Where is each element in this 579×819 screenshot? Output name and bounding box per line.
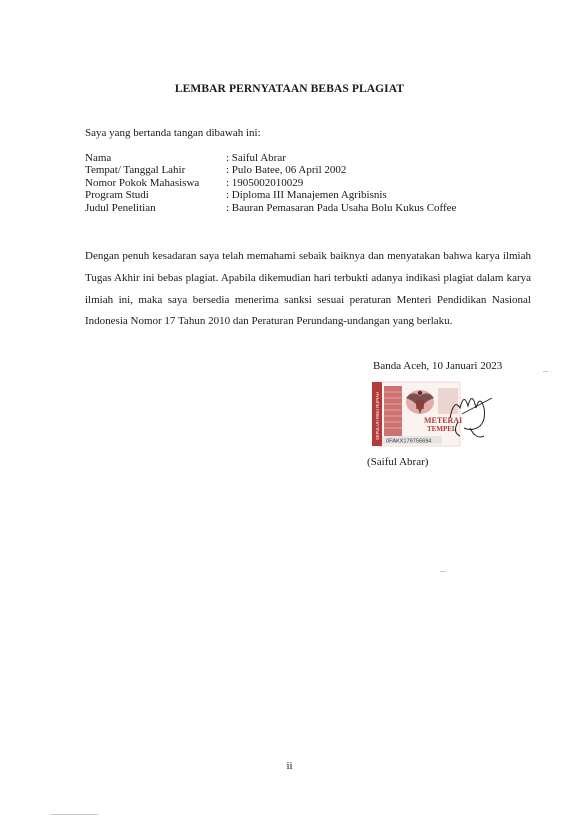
scan-speck — [543, 371, 548, 372]
identity-value: : Saiful Abrar — [226, 152, 286, 164]
identity-label: Nomor Pokok Mahasiswa — [85, 176, 200, 189]
identity-label: Judul Penelitian — [85, 201, 156, 214]
identity-label: Program Studi — [85, 189, 149, 202]
statement-paragraph: Dengan penuh kesadaran saya telah memahami sebaik baiknya dan menyatakan bahwa karya ilmiah Tugas Akhir ini bebas plagiat. Apabila dikemudian hari terbukti adanya indikasi plagiat dalam karya ilmiah ini, maka saya bersedia menerima sanksi sesuai peraturan Menteri Pendidikan Nasional Indonesia Nomor 17 Tahun 2010 dan Peraturan Perundang-undangan yang berlaku. — [85, 250, 531, 328]
page-title: LEMBAR PERNYATAAN BEBAS PLAGIAT — [174, 83, 405, 95]
page-number: ii — [286, 760, 293, 772]
identity-value: : Diploma III Manajemen Agribisnis — [226, 189, 387, 202]
stamp-line1: METERAI — [424, 416, 463, 425]
scan-speck — [50, 814, 98, 815]
identity-value: : Bauran Pemasaran Pada Usaha Bolu Kukus Coffee — [226, 201, 457, 214]
identity-row — [85, 152, 456, 164]
stamp-serial: 0FAKX179756694 — [386, 438, 432, 445]
stamp-line2: TEMPEL — [427, 425, 457, 433]
stamp-side-text: SEPULUH RIBU RUPIAH — [375, 392, 381, 440]
scan-speck — [440, 571, 446, 572]
signature-stamp-area — [372, 378, 500, 450]
garuda-emblem-icon — [406, 390, 434, 414]
identity-row — [85, 164, 456, 176]
meterai-stamp-icon — [372, 378, 500, 450]
place-date: Banda Aceh, 10 Januari 2023 — [373, 360, 503, 372]
identity-row — [85, 177, 456, 189]
identity-value: : Pulo Batee, 06 April 2002 — [226, 164, 347, 177]
intro-text: Saya yang bertanda tangan dibawah ini: — [85, 127, 261, 139]
identity-label: Tempat/ Tanggal Lahir — [85, 164, 186, 177]
identity-row — [85, 189, 456, 201]
signer-name: (Saiful Abrar) — [367, 456, 429, 468]
identity-value: : 1905002010029 — [226, 176, 304, 189]
identity-label: Nama — [85, 152, 112, 164]
identity-row — [85, 202, 456, 214]
identity-table — [85, 152, 456, 214]
